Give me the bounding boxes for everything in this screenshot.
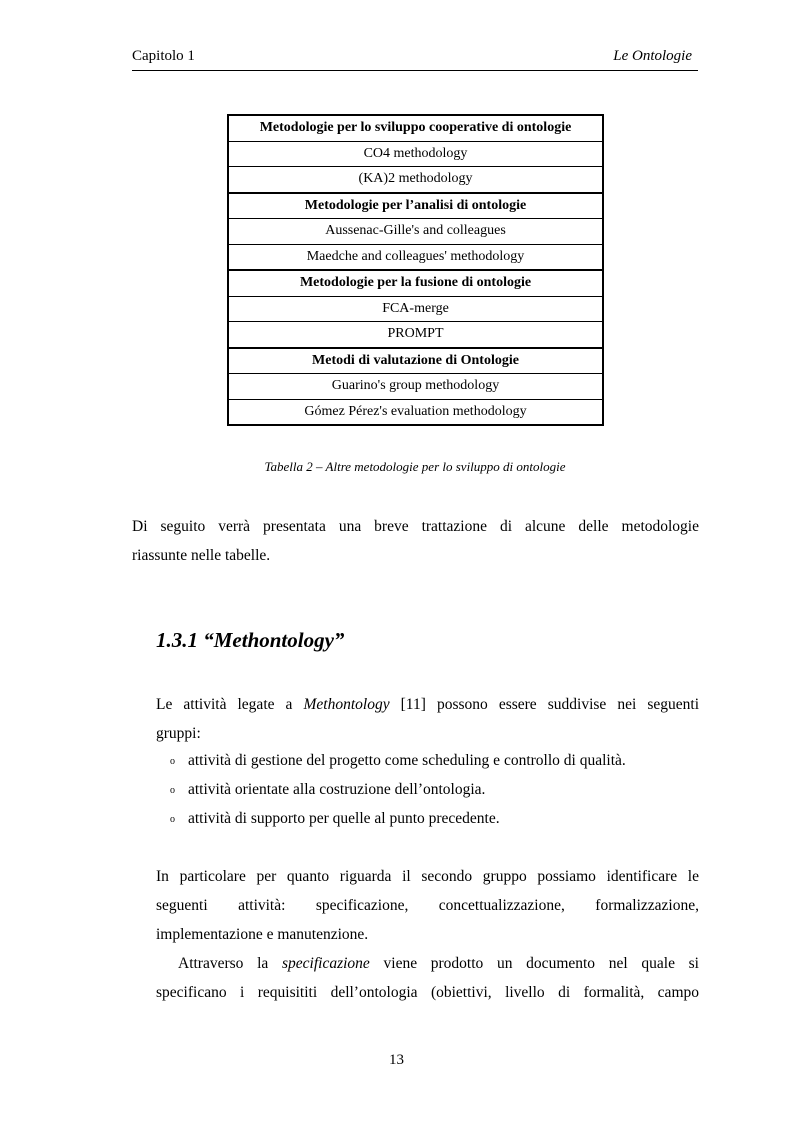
second-group-line-1: In particolare per quanto riguarda il secondo gruppo possiamo identificare le <box>156 868 699 885</box>
running-header <box>132 46 698 71</box>
methodologies-table <box>227 114 604 426</box>
table-group-header-cell: Metodologie per lo sviluppo cooperative di ontologie <box>228 115 603 141</box>
methontology-term: Methontology <box>303 696 390 713</box>
activities-paragraph <box>156 690 699 748</box>
second-group-paragraph <box>156 862 699 949</box>
table-group-header-row <box>228 115 603 141</box>
activities-line-1 <box>156 690 699 719</box>
table-caption: Tabella 2 – Altre metodologie per lo sviluppo di ontologie <box>264 459 566 474</box>
chapter-label: Capitolo 1 <box>132 48 195 64</box>
bullet-marker: o <box>170 784 175 796</box>
list-item <box>170 746 626 775</box>
section-heading: 1.3.1 “Methontology” <box>156 628 345 652</box>
table-group-header-cell: Metodologie per l’analisi di ontologie <box>228 193 603 219</box>
intro-paragraph <box>132 512 699 570</box>
list-item-text: attività di gestione del progetto come scheduling e controllo di qualità. <box>188 752 626 769</box>
specification-suffix: viene prodotto un documento nel quale si <box>369 955 699 972</box>
table-row <box>228 167 603 193</box>
page-number: 13 <box>389 1052 404 1068</box>
list-item-text: attività di supporto per quelle al punto precedente. <box>188 810 500 827</box>
table-row <box>228 399 603 425</box>
second-group-line-3: implementazione e manutenzione. <box>156 926 369 943</box>
list-item <box>170 775 626 804</box>
table-row <box>228 374 603 400</box>
activities-prefix: Le attività legate a <box>156 696 304 713</box>
table-cell: Guarino's group methodology <box>228 374 603 400</box>
specification-line-2: specificano i requisititi dell’ontologia (obiettivi, livello di formalità, campo <box>156 984 699 1001</box>
section-label: Le Ontologie <box>613 48 692 64</box>
list-item-text: attività orientate alla costruzione dell’ontologia. <box>188 781 486 798</box>
bullet-marker: o <box>170 813 175 825</box>
table-group-header-cell: Metodi di valutazione di Ontologie <box>228 348 603 374</box>
second-group-line-2: seguenti attività: specificazione, concettualizzazione, formalizzazione, <box>156 897 699 914</box>
table-cell: (KA)2 methodology <box>228 167 603 193</box>
table-group-header-row <box>228 193 603 219</box>
specification-paragraph <box>156 949 699 1007</box>
table-cell: CO4 methodology <box>228 141 603 167</box>
list-item <box>170 804 626 833</box>
bullet-marker: o <box>170 755 175 767</box>
table-cell: FCA-merge <box>228 296 603 322</box>
table-cell: PROMPT <box>228 322 603 348</box>
table-cell: Gómez Pérez's evaluation methodology <box>228 399 603 425</box>
table-group-header-row <box>228 348 603 374</box>
table-cell: Aussenac-Gille's and colleagues <box>228 219 603 245</box>
table-row <box>228 322 603 348</box>
table-row <box>228 296 603 322</box>
specification-prefix: Attraverso la <box>178 955 282 972</box>
activities-suffix: [11] possono essere suddivise nei seguenti <box>389 696 699 713</box>
table-group-header-row <box>228 270 603 296</box>
table-row <box>228 219 603 245</box>
intro-line-2: riassunte nelle tabelle. <box>132 547 271 564</box>
table-group-header-cell: Metodologie per la fusione di ontologie <box>228 270 603 296</box>
table-row <box>228 141 603 167</box>
intro-line-1: Di seguito verrà presentata una breve trattazione di alcune delle metodologie <box>132 518 699 535</box>
specification-line-1 <box>156 949 699 978</box>
specification-term: specificazione <box>282 955 370 972</box>
activity-list <box>170 746 626 833</box>
table-row <box>228 244 603 270</box>
activities-line-2: gruppi: <box>156 725 201 742</box>
table-cell: Maedche and colleagues' methodology <box>228 244 603 270</box>
